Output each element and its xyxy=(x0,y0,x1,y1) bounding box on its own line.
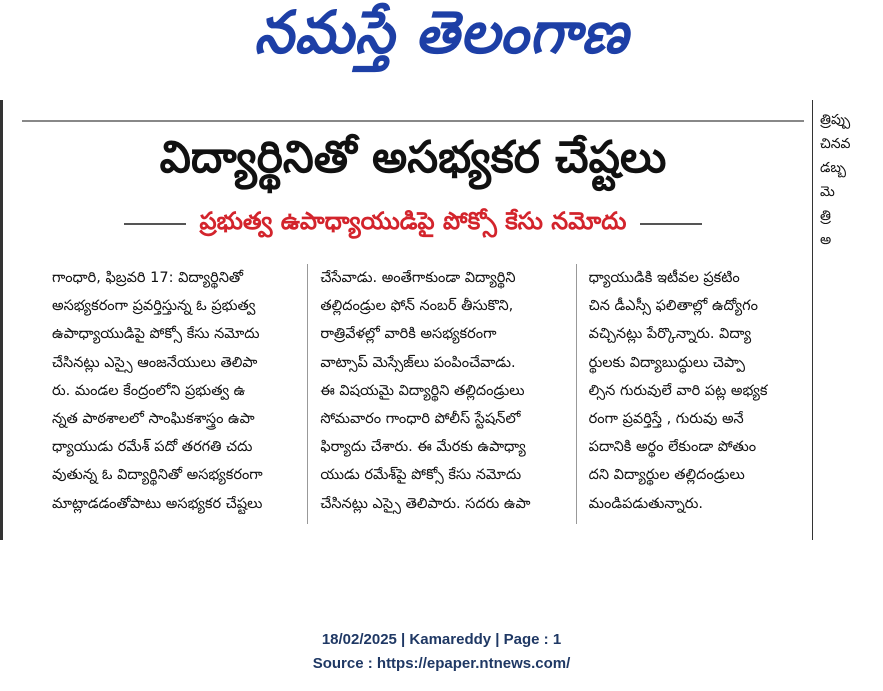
body-line: తల్లిదండ్రుల ఫోన్ నంబర్ తీసుకొని, xyxy=(320,298,514,315)
side-line: అ xyxy=(820,232,832,248)
side-line: మె xyxy=(820,184,835,200)
masthead-title: నమస్తే తెలంగాణ xyxy=(254,0,629,67)
body-line: మాట్లాడడంతోపాటు అసభ్యకర చేష్టలు xyxy=(52,495,263,512)
subheadline-dash-right xyxy=(640,223,702,225)
body-line: చేసినట్లు ఎస్సై తెలిపారు. సదరు ఉపా xyxy=(320,495,531,512)
footer-dateline: 18/02/2025 | Kamareddy | Page : 1 xyxy=(321,631,562,648)
body-line: ల్సిన గురువులే వారి పట్ల అభ్యక xyxy=(588,382,768,399)
body-line: యుడు రమేశ్‌పై పోక్సో కేసు నమోదు xyxy=(320,467,522,484)
body-line: వాట్సాప్ మెస్సేజ్‌లు పంపించేవాడు. xyxy=(320,354,516,371)
body-line: చిన డీఎస్సీ ఫలితాల్లో ఉద్యోగం xyxy=(588,298,758,315)
body-line: ఉపాధ్యాయుడిపై పోక్సో కేసు నమోదు xyxy=(52,326,260,343)
footer xyxy=(0,628,883,676)
article-column-2 xyxy=(320,264,563,524)
article-column-3 xyxy=(589,264,832,524)
article-headline: విద్యార్థినితో అసభ్యకర చేష్టలు xyxy=(159,132,667,183)
body-line: సోమవారం గాంధారి పోలీస్ స్టేషన్‌లో xyxy=(320,411,521,428)
body-line: రంగా ప్రవర్తిస్తే , గురువు అనే xyxy=(588,411,744,428)
column-divider xyxy=(307,264,308,524)
body-line: ఈ విషయమై విద్యార్థిని తల్లిదండ్రులు xyxy=(320,382,525,399)
side-line: త్రి xyxy=(820,208,831,224)
side-line: డబ్బ xyxy=(820,160,847,176)
body-line: ధ్యాయుడు రమేశ్ పదో తరగతి చదు xyxy=(52,439,253,456)
footer-source: Source : https://epaper.ntnews.com/ xyxy=(312,655,571,672)
body-line: చేసినట్లు ఎస్సై ఆంజనేయులు తెలిపా xyxy=(52,354,258,371)
body-line: వుతున్న ఓ విద్యార్థినితో అసభ్యకరంగా xyxy=(52,467,263,484)
body-line: న్నత పాఠశాలలో సాంఘికశాస్త్రం ఉపా xyxy=(52,411,255,428)
masthead xyxy=(0,0,883,80)
body-line: ఫిర్యాదు చేశారు. ఈ మేరకు ఉపాధ్యా xyxy=(320,439,526,456)
side-line: త్రిప్పు xyxy=(820,112,851,128)
left-border xyxy=(0,100,3,540)
side-line: చినవ xyxy=(820,136,851,152)
body-line: రు. మండల కేంద్రంలోని ప్రభుత్వ ఉ xyxy=(52,382,246,399)
article-column-1 xyxy=(52,264,295,524)
column-divider xyxy=(576,264,577,524)
top-rule xyxy=(22,120,804,122)
body-line: దని విద్యార్థుల తల్లిదండ్రులు xyxy=(588,467,745,484)
body-line: వచ్చినట్లు పేర్కొన్నారు. విద్యా xyxy=(588,326,752,343)
body-line: ర్థులకు విద్యాబుద్ధులు చెప్పా xyxy=(588,354,745,371)
body-line: చేసేవాడు. అంతేగాకుండా విద్యార్థిని xyxy=(320,270,516,286)
article-subheadline: ప్రభుత్వ ఉపాధ్యాయుడిపై పోక్సో కేసు నమోదు xyxy=(199,207,627,235)
body-line: పదానికి అర్థం లేకుండా పోతుం xyxy=(588,439,757,456)
body-line: మండిపడుతున్నారు. xyxy=(588,495,704,512)
body-line: ధ్యాయుడికి ఇటీవల ప్రకటిం xyxy=(588,270,740,286)
body-line: గాంధారి, ఫిబ్రవరి 17: విద్యార్థినితో xyxy=(52,270,244,286)
subheadline-dash-left xyxy=(124,223,186,225)
subheadline-row xyxy=(22,206,804,242)
body-line: అసభ్యకరంగా ప్రవర్తిస్తున్న ఓ ప్రభుత్వ xyxy=(52,298,256,315)
body-line: రాత్రివేళల్లో వారికి అసభ్యకరంగా xyxy=(320,326,497,343)
article-body xyxy=(52,264,832,524)
